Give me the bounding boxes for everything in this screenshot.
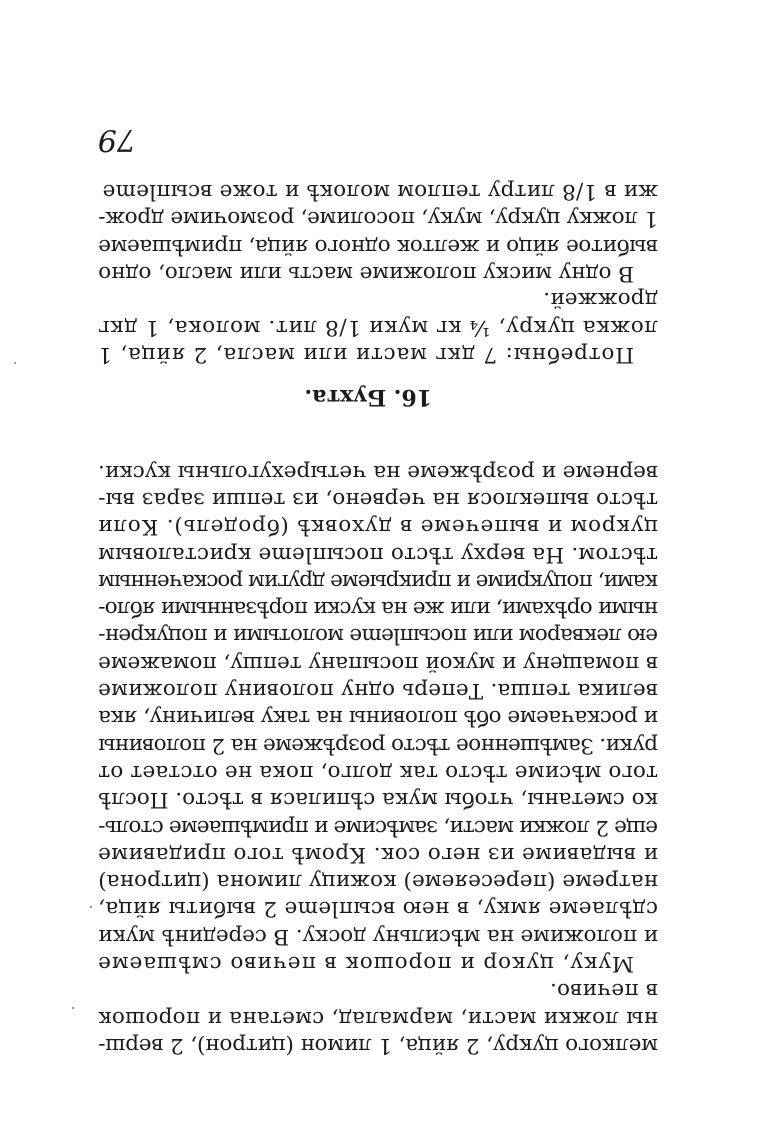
recipe-heading: 16. Бухта. [304,384,432,410]
text-line: и положиме на мѣсильну доску. В серединѣ муки [98,923,658,949]
text-line: выбитое яйцо и желток одного яйца, примѣшаеме [98,233,658,259]
text-line: ками, поцукриме и прикрыеме другим роскаченным [99,568,658,594]
scan-speck [90,906,92,908]
text-line: и роскачаеме обѣ половины на таку величину, яка [98,705,658,731]
ingredients-line: ложка цукру, ¼ кг муки 1/8 лит. молока, 1 дкг [97,314,658,340]
text-line: цукром и выпечеме в духовкѣ (бродель). Коли [97,514,658,540]
text-line: тѣсто выпеклося на червено, из тепши зараз вы- [98,487,658,512]
text-line: сдѣлаеме ямку, в нею всыпleme 2 выбиты яйца, [97,896,658,922]
text-line: В одну миску положиме масть или масло, одно [98,261,634,286]
ingredients-line: Потребны: 7 дкг масти или масла, 2 яйца, 1 [97,342,634,367]
text-line: ею лекваром или посыпleme молотыми и поцукрен- [98,623,658,649]
scan-speck [72,1007,74,1009]
page-number: 79 [97,122,136,157]
text-line: ными орѣхами, или же на куски порѣзанными ябло- [99,596,658,622]
text-line: вернеме и розрѣжеме на четырехугольны куски. [98,459,658,485]
scan-speck [14,362,16,364]
text-line: 1 ложку цукру, муку, посолиме, розмочиме дрож- [98,206,658,232]
text-line: ны ложки масти, мармалад, сметана и порошок [97,1005,658,1031]
text-line: руки. Замѣшенное тѣсто розрѣжеме на 2 половины [98,732,658,758]
text-line: ко сметаны, чтобы мука сѣпилася в тѣсто. Послѣ [98,787,658,813]
ingredients-line: дрожжей. [543,287,658,313]
text-line: тѣстом. На верху тѣсто посыпleme кристаловым [97,541,658,567]
text-line: того мѣсиме тѣсто так долго, пока не отстает от [98,760,658,785]
text-line: еще 2 ложки масти, замѣсиме и примѣшаеме столь- [99,814,658,840]
text-line: велика тепша. Теперь одну половину положиме [97,678,658,704]
text-line: Муку, цукор и порошок в печиво смѣшаеме [97,951,634,977]
text-line: жи в 1/8 литру теплом молокѣ и тоже всыпleme [102,179,658,205]
text-line: и выдавиме из него сок. Кромѣ того придавиме [97,841,658,867]
text-line: мелкого цукру, 2 яйца, 1 лимон (цитрон), 2 верш- [98,1033,658,1058]
text-line: в печиво. [549,978,658,1004]
text-line: в помащену и мукой посыпану тепшу, помажеме [98,650,658,676]
text-line: натреме (пересеяеме) кожицу лимона (цитрона) [98,869,658,895]
